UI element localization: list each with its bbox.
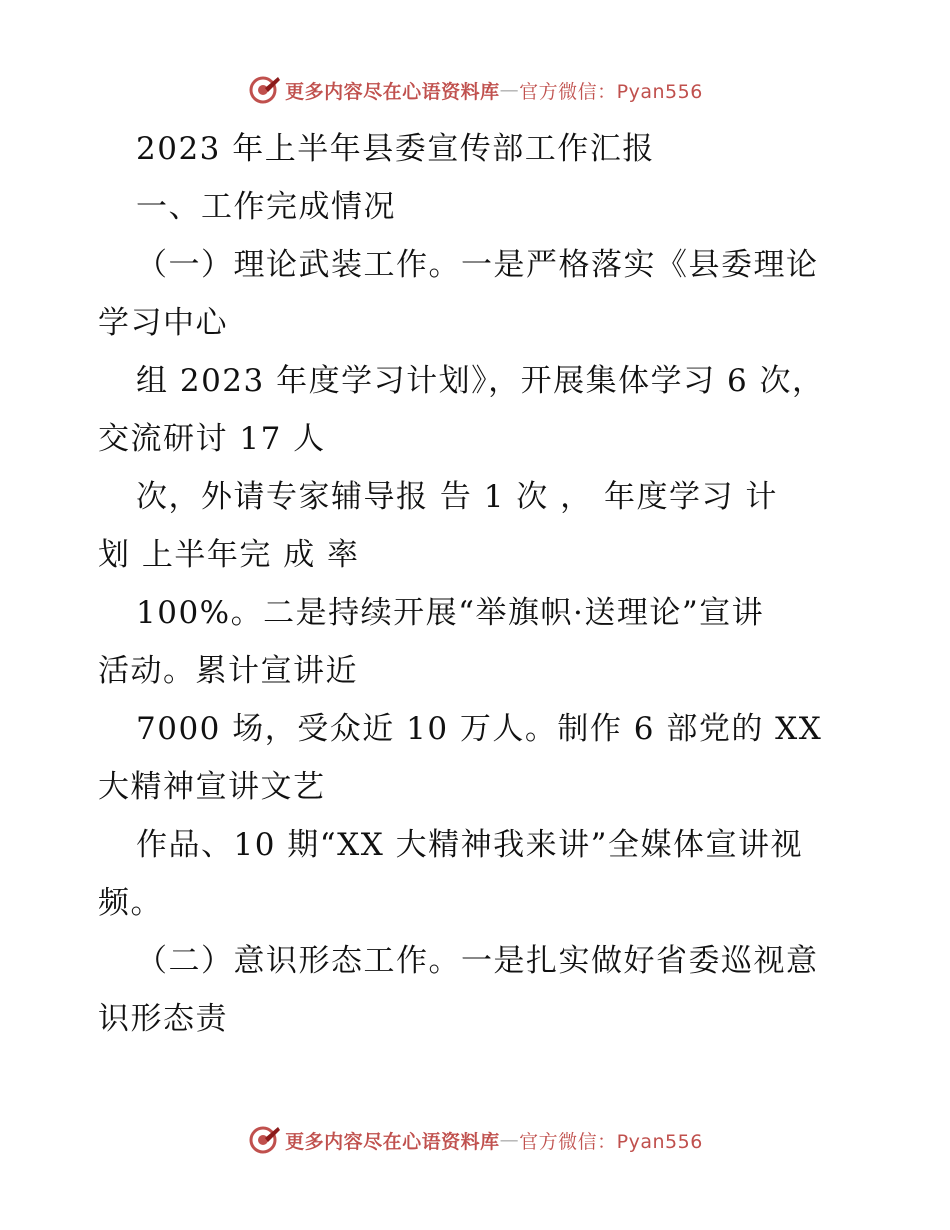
doc-line: （一）理论武装工作。一是严格落实《县委理论 bbox=[136, 247, 819, 283]
doc-line: 2023 年上半年县委宣传部工作汇报 bbox=[136, 131, 655, 167]
doc-line: 100%。二是持续开展“举旗帜·送理论”宣讲 bbox=[136, 595, 765, 631]
watermark-separator: — bbox=[499, 79, 520, 101]
doc-line: 划 上半年完 成 率 bbox=[98, 537, 360, 573]
watermark-wechat-text: 官方微信：Pyan556 bbox=[519, 80, 703, 103]
doc-line: 识形态责 bbox=[98, 1001, 228, 1037]
doc-line: 频。 bbox=[98, 885, 163, 921]
footer-watermark bbox=[0, 1120, 950, 1160]
watermark-main-text: 更多内容尽在心语资料库 bbox=[285, 1130, 500, 1153]
doc-line: 7000 场，受众近 10 万人。制作 6 部党的 XX bbox=[136, 711, 823, 747]
doc-line: 学习中心 bbox=[98, 305, 228, 341]
doc-line: 交流研讨 17 人 bbox=[98, 421, 326, 457]
doc-line: （二）意识形态工作。一是扎实做好省委巡视意 bbox=[136, 943, 819, 979]
watermark-separator: — bbox=[499, 1129, 520, 1151]
header-watermark bbox=[0, 70, 950, 110]
doc-line: 大精神宣讲文艺 bbox=[98, 769, 326, 805]
doc-line: 次，外请专家辅导报 告 1 次 ， 年度学习 计 bbox=[136, 479, 778, 515]
watermark-wechat-text: 官方微信：Pyan556 bbox=[519, 1130, 703, 1153]
watermark-main-text: 更多内容尽在心语资料库 bbox=[285, 80, 500, 103]
doc-line: 活动。累计宣讲近 bbox=[98, 653, 358, 689]
logo-icon bbox=[247, 73, 281, 107]
doc-line: 组 2023 年度学习计划》，开展集体学习 6 次， bbox=[136, 363, 825, 399]
logo-icon bbox=[247, 1123, 281, 1157]
doc-line: 一、工作完成情况 bbox=[136, 189, 396, 225]
document-body bbox=[98, 120, 858, 1048]
doc-line: 作品、10 期“XX 大精神我来讲”全媒体宣讲视 bbox=[136, 827, 803, 863]
